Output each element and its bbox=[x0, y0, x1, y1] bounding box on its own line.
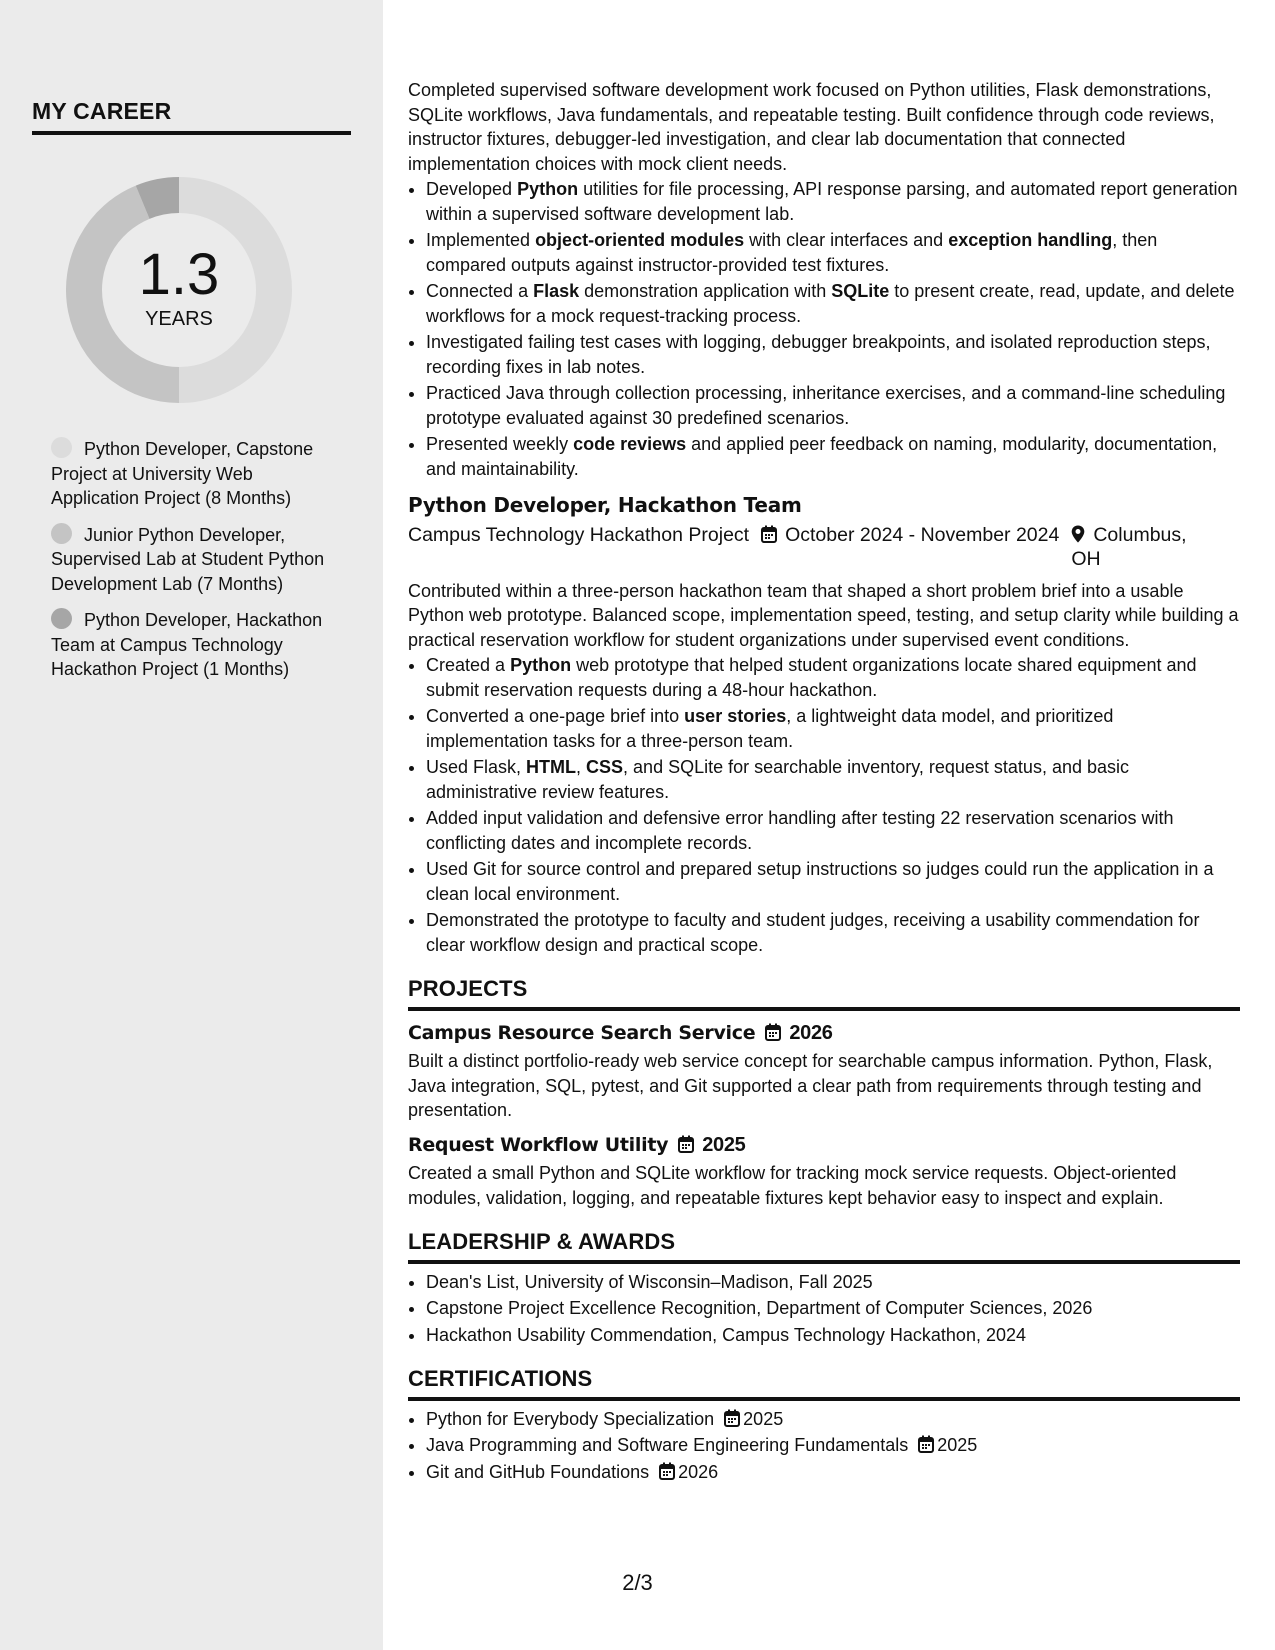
bullet-text: Added input validation and defensive error handling after testing 22 reservation scenarios with conflicting dates and incomplete records. bbox=[426, 808, 1174, 853]
project-name: Campus Resource Search Service bbox=[408, 1021, 756, 1044]
project-year: 2025 bbox=[702, 1133, 746, 1156]
sidebar bbox=[0, 0, 383, 1650]
project-title bbox=[408, 1133, 1240, 1158]
bullet-text: Created a bbox=[426, 655, 511, 675]
page-number bbox=[0, 1570, 1275, 1596]
legend-dot bbox=[51, 437, 72, 458]
bullet-item bbox=[426, 228, 1240, 277]
job1-bullets bbox=[426, 177, 1240, 481]
certification-year bbox=[649, 1462, 718, 1482]
career-item-text: Junior Python Developer, Supervised Lab at Student Python Development Lab (7 Months) bbox=[51, 524, 325, 594]
bullet-text: Converted a one-page brief into bbox=[426, 706, 685, 726]
bullet-text: Investigated failing test cases with logging, debugger breakpoints, and isolated reproduction steps, recording fixes in lab notes. bbox=[426, 332, 1211, 377]
certification-year bbox=[908, 1435, 977, 1455]
bullet-text: , a lightweight data model, and prioritized implementation tasks for a three-person team. bbox=[426, 706, 1114, 751]
bullet-text: to present create, read, update, and delete workflows for a mock request-tracking process. bbox=[426, 281, 1235, 326]
bullet-keyword: code reviews bbox=[573, 434, 687, 454]
bullet-text: , then compared outputs against instructor-provided test fixtures. bbox=[426, 230, 1158, 275]
calendar-icon bbox=[659, 1462, 675, 1480]
job2-meta bbox=[408, 523, 1240, 571]
calendar-icon bbox=[678, 1135, 694, 1153]
career-list bbox=[51, 437, 341, 694]
career-years-unit: YEARS bbox=[145, 307, 213, 330]
certification-name: Python for Everybody Specialization bbox=[426, 1408, 715, 1429]
main-content bbox=[408, 78, 1240, 1486]
bullet-keyword: SQLite bbox=[831, 281, 890, 301]
bullet-text: Implemented bbox=[426, 230, 536, 250]
certification-year-text: 2025 bbox=[743, 1408, 784, 1429]
career-item-text: Python Developer, Capstone Project at University Web Application Project (8 Months) bbox=[51, 439, 314, 508]
job2-organization: Campus Technology Hackathon Project bbox=[408, 523, 750, 546]
career-duration-donut bbox=[66, 177, 292, 403]
bullet-item bbox=[426, 755, 1240, 804]
bullet-text: Used Git for source control and prepared setup instructions so judges could run the application in a clean local environment. bbox=[426, 859, 1214, 904]
legend-dot bbox=[51, 523, 72, 544]
calendar-icon bbox=[918, 1435, 934, 1453]
bullet-item bbox=[426, 177, 1240, 226]
bullet-text: , bbox=[576, 757, 587, 777]
award-item: • Capstone Project Excellence Recognition, Department of Computer Sciences, 2026 bbox=[426, 1296, 1240, 1321]
bullet-text: demonstration application with bbox=[579, 281, 832, 301]
bullet-item bbox=[426, 857, 1240, 906]
projects-list bbox=[408, 1021, 1240, 1211]
career-years-value: 1.3 bbox=[138, 241, 220, 307]
certification-item bbox=[426, 1433, 1240, 1458]
certification-name: Java Programming and Software Engineering Fundamentals bbox=[426, 1435, 909, 1455]
leadership-list bbox=[426, 1270, 1240, 1348]
job2-bullets bbox=[426, 653, 1240, 957]
bullet-text: utilities for file processing, API response parsing, and automated report generation within a supervised software development lab. bbox=[426, 179, 1238, 224]
project-description: Built a distinct portfolio-ready web service concept for searchable campus information. Python, Flask, Java integration, SQL, pytest, and Git supported a clear path from requirements through testing and presentation. bbox=[408, 1051, 1213, 1120]
certification-item bbox=[426, 1460, 1240, 1485]
bullet-item bbox=[426, 704, 1240, 753]
leadership-heading: LEADERSHIP & AWARDS bbox=[408, 1230, 1240, 1264]
certification-year-text: 2025 bbox=[937, 1435, 978, 1455]
certification-name: Git and GitHub Foundations bbox=[426, 1461, 650, 1482]
bullet-keyword: HTML bbox=[526, 757, 577, 777]
bullet-keyword: Python bbox=[510, 655, 572, 675]
certification-year-text: 2026 bbox=[678, 1461, 719, 1482]
legend-dot bbox=[51, 608, 72, 629]
bullet-text: web prototype that helped student organizations locate shared equipment and submit reservation requests during a 48-hour hackathon. bbox=[426, 655, 1197, 700]
bullet-item bbox=[426, 908, 1240, 957]
page-number-text: 2/3 bbox=[622, 1570, 653, 1595]
bullet-item bbox=[426, 279, 1240, 328]
project-year: 2026 bbox=[789, 1021, 833, 1044]
certification-item bbox=[426, 1407, 1240, 1432]
career-item-text: Python Developer, Hackathon Team at Campus Technology Hackathon Project (1 Months) bbox=[51, 610, 323, 679]
bullet-text: , and SQLite for searchable inventory, request status, and basic administrative review features. bbox=[426, 757, 1129, 802]
bullet-keyword: object-oriented modules bbox=[535, 230, 745, 250]
job2-location-text: Columbus, OH bbox=[1071, 523, 1187, 570]
bullet-text: Connected a bbox=[426, 281, 534, 301]
certifications-list bbox=[426, 1407, 1240, 1485]
job2-title: Python Developer, Hackathon Team bbox=[408, 493, 802, 517]
career-heading: MY CAREER bbox=[32, 98, 351, 135]
career-item bbox=[51, 437, 341, 511]
bullet-item bbox=[426, 432, 1240, 481]
bullet-item bbox=[426, 806, 1240, 855]
calendar-icon bbox=[761, 525, 777, 543]
job2-date-range: October 2024 - November 2024 bbox=[785, 523, 1060, 546]
bullet-keyword: user stories bbox=[684, 706, 787, 726]
job1-summary: Completed supervised software development work focused on Python utilities, Flask demonstrations, SQLite workflows, Java fundamentals, and repeatable testing. Built confidence through code reviews, instructor fixtures, debugger-led investigation, and clear lab documentation that connected implementation choices with mock client needs. bbox=[408, 80, 1215, 174]
certifications-heading: CERTIFICATIONS bbox=[408, 1367, 1240, 1401]
award-item: • Hackathon Usability Commendation, Campus Technology Hackathon, 2024 bbox=[426, 1323, 1240, 1348]
bullet-keyword: Flask bbox=[533, 281, 580, 301]
bullet-text: Developed bbox=[426, 179, 518, 199]
job2-dates bbox=[761, 523, 1059, 571]
bullet-item bbox=[426, 330, 1240, 379]
project-name: Request Workflow Utility bbox=[408, 1133, 669, 1156]
job2-location bbox=[1071, 523, 1201, 571]
bullet-text: Demonstrated the prototype to faculty and student judges, receiving a usability commendation for clear workflow design and practical scope. bbox=[426, 910, 1200, 955]
career-item bbox=[51, 608, 341, 682]
career-item bbox=[51, 523, 341, 597]
job2-summary: Contributed within a three-person hackathon team that shaped a short problem brief into a usable Python web prototype. Balanced scope, implementation speed, testing, and setup clarity while building a practical reservation workflow for student organizations under supervised event conditions. bbox=[408, 580, 1239, 650]
project-description: Created a small Python and SQLite workflow for tracking mock service requests. Object-oriented modules, validation, logging, and repeatable fixtures kept behavior easy to inspect and explain. bbox=[408, 1163, 1177, 1208]
location-pin-icon bbox=[1071, 525, 1085, 543]
calendar-icon bbox=[724, 1409, 740, 1427]
bullet-keyword: Python bbox=[517, 179, 579, 199]
award-item: • Dean's List, University of Wisconsin–Madison, Fall 2025 bbox=[426, 1270, 1240, 1295]
projects-heading: PROJECTS bbox=[408, 977, 1240, 1011]
bullet-keyword: exception handling bbox=[948, 230, 1113, 250]
bullet-text: Practiced Java through collection processing, inheritance exercises, and a command-line scheduling prototype evaluated against 30 predefined scenarios. bbox=[426, 383, 1226, 428]
bullet-item bbox=[426, 381, 1240, 430]
bullet-keyword: CSS bbox=[586, 757, 624, 777]
bullet-item bbox=[426, 653, 1240, 702]
bullet-text: Used Flask, bbox=[426, 757, 527, 777]
calendar-icon bbox=[765, 1023, 781, 1041]
certification-year bbox=[714, 1409, 783, 1429]
donut-center bbox=[66, 177, 292, 403]
project-title bbox=[408, 1021, 1240, 1046]
bullet-text: Presented weekly bbox=[426, 434, 574, 454]
bullet-text: and applied peer feedback on naming, modularity, documentation, and maintainability. bbox=[426, 434, 1218, 479]
bullet-text: with clear interfaces and bbox=[744, 230, 949, 250]
